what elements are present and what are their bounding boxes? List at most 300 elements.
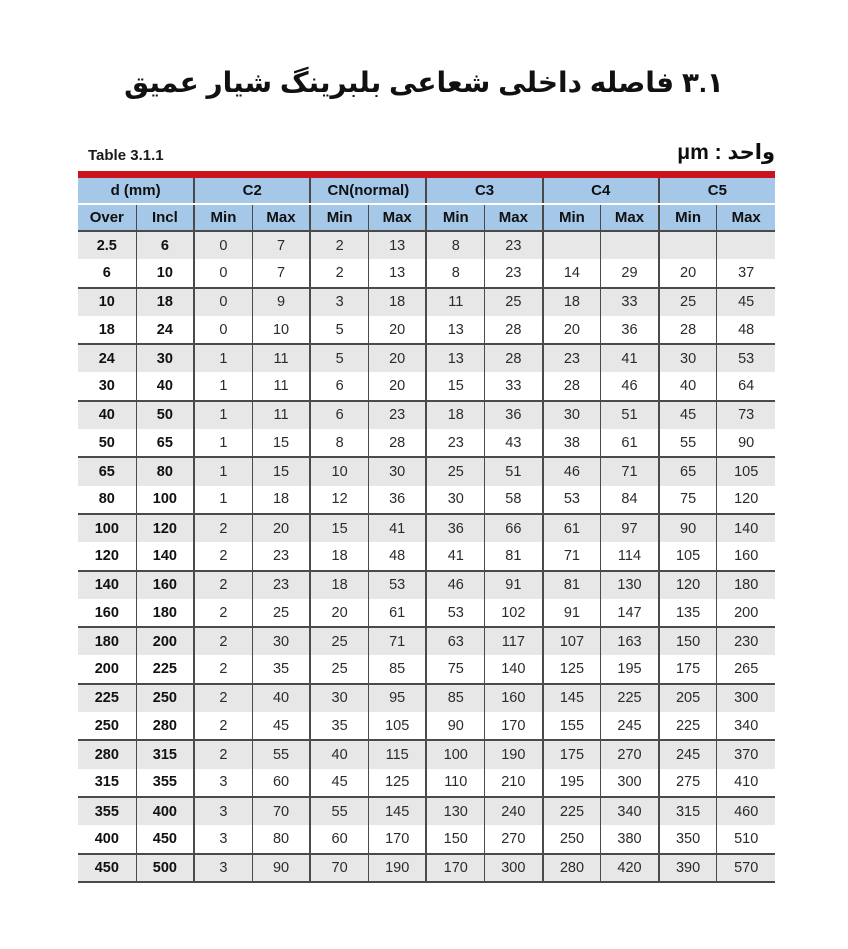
table-cell: 270 (601, 740, 659, 768)
table-cell: 30 (368, 457, 426, 485)
table-cell: 13 (426, 344, 484, 372)
table-cell: 250 (136, 684, 194, 712)
table-cell: 43 (485, 429, 543, 457)
table-cell: 51 (485, 457, 543, 485)
table-cell: 41 (426, 542, 484, 570)
table-cell: 200 (136, 627, 194, 655)
table-cell: 140 (94, 577, 119, 594)
table-cell: 145 (543, 684, 601, 712)
table-cell: 30 (543, 401, 601, 429)
table-cell: 230 (717, 627, 775, 655)
table-cell: 105 (659, 542, 717, 570)
table-cell: 20 (368, 316, 426, 344)
table-cell: 340 (601, 797, 659, 825)
group-header: C3 (426, 178, 542, 204)
table-cell (659, 231, 717, 259)
table-cell: 65 (659, 457, 717, 485)
table-cell: 190 (368, 854, 426, 882)
table-cell: 350 (659, 825, 717, 853)
table-cell: 64 (717, 372, 775, 400)
table-cell: 30 (136, 344, 194, 372)
subheader-cell: Max (601, 204, 659, 231)
table-cell: 100 (94, 520, 119, 537)
table-cell: 10 (98, 294, 115, 311)
table-cell: 170 (368, 825, 426, 853)
table-row (78, 514, 775, 542)
table-cell: 15 (310, 514, 368, 542)
table-row (78, 344, 775, 372)
table-row (78, 486, 775, 514)
table-cell: 265 (717, 655, 775, 683)
table-cell: 25 (426, 457, 484, 485)
table-cell: 97 (601, 514, 659, 542)
table-row (78, 571, 775, 599)
table-cell: 6 (136, 231, 194, 259)
table-cell: 40 (252, 684, 310, 712)
table-cell: 23 (368, 401, 426, 429)
table-cell: 75 (426, 655, 484, 683)
table-cell: 15 (252, 457, 310, 485)
table-cell: 150 (659, 627, 717, 655)
table-cell: 145 (368, 797, 426, 825)
table-cell: 18 (310, 571, 368, 599)
table-cell: 280 (543, 854, 601, 882)
table-cell: 175 (543, 740, 601, 768)
table-cell: 270 (485, 825, 543, 853)
table-cell: 315 (78, 769, 136, 797)
subheader-cell: Min (543, 204, 601, 231)
table-cell: 36 (368, 486, 426, 514)
table-cell: 28 (659, 316, 717, 344)
table-row (78, 627, 775, 655)
table-cell: 1 (194, 486, 252, 514)
table-cell: 2 (194, 627, 252, 655)
table-cell: 180 (94, 633, 119, 650)
accent-bar (78, 171, 775, 178)
table-row (78, 655, 775, 683)
table-cell: 11 (426, 288, 484, 316)
table-cell: 170 (426, 854, 484, 882)
table-cell: 61 (543, 514, 601, 542)
table-cell: 80 (136, 457, 194, 485)
table-row (78, 599, 775, 627)
table-row (78, 854, 775, 882)
table-cell: 50 (78, 429, 136, 457)
table-cell: 102 (485, 599, 543, 627)
table-cell: 450 (136, 825, 194, 853)
table-cell: 2 (194, 542, 252, 570)
table-cell: 29 (601, 259, 659, 287)
table-cell: 9 (252, 288, 310, 316)
table-cell: 120 (136, 514, 194, 542)
table-cell: 28 (485, 316, 543, 344)
table-cell: 11 (252, 372, 310, 400)
table-row (78, 429, 775, 457)
table-cell: 90 (426, 712, 484, 740)
subheader-cell: Incl (136, 204, 194, 231)
table-cell: 41 (601, 344, 659, 372)
table-cell: 45 (659, 401, 717, 429)
table-cell: 8 (310, 429, 368, 457)
table-cell: 2 (194, 514, 252, 542)
table-cell: 7 (252, 259, 310, 287)
table-cell: 53 (717, 344, 775, 372)
table-cell: 30 (659, 344, 717, 372)
table-cell: 71 (368, 627, 426, 655)
table-cell: 90 (659, 514, 717, 542)
table-cell: 120 (659, 571, 717, 599)
table-cell: 30 (310, 684, 368, 712)
table-cell: 225 (659, 712, 717, 740)
table-cell: 13 (368, 231, 426, 259)
table-cell: 160 (485, 684, 543, 712)
table-row (78, 316, 775, 344)
table-cell: 75 (659, 486, 717, 514)
table-cell: 95 (368, 684, 426, 712)
table-cell: 18 (78, 316, 136, 344)
table-cell: 40 (659, 372, 717, 400)
table-cell: 110 (426, 769, 484, 797)
table-cell: 23 (426, 429, 484, 457)
table-header (78, 178, 775, 231)
table-row (78, 542, 775, 570)
table-cell: 460 (717, 797, 775, 825)
table-cell: 2 (194, 599, 252, 627)
table-cell: 250 (543, 825, 601, 853)
table-cell: 10 (252, 316, 310, 344)
table-row (78, 259, 775, 287)
table-cell: 28 (485, 344, 543, 372)
table-cell: 120 (78, 542, 136, 570)
table-cell: 3 (194, 769, 252, 797)
table-cell: 71 (601, 457, 659, 485)
table-cell: 140 (485, 655, 543, 683)
table-cell: 107 (543, 627, 601, 655)
table-cell: 70 (310, 854, 368, 882)
table-cell: 80 (78, 486, 136, 514)
table-cell: 1 (194, 457, 252, 485)
table-cell: 0 (194, 231, 252, 259)
table-cell: 195 (543, 769, 601, 797)
table-cell: 61 (601, 429, 659, 457)
subheader-cell: Min (310, 204, 368, 231)
table-cell: 3 (194, 825, 252, 853)
table-cell: 65 (136, 429, 194, 457)
table-cell: 410 (717, 769, 775, 797)
table-cell: 2.5 (96, 237, 117, 254)
subheader-cell: Max (717, 204, 775, 231)
table-cell: 1 (194, 344, 252, 372)
table-cell: 225 (94, 690, 119, 707)
table-cell: 81 (543, 571, 601, 599)
table-cell: 1 (194, 429, 252, 457)
table-cell: 85 (368, 655, 426, 683)
table-cell: 130 (426, 797, 484, 825)
table-cell: 3 (310, 288, 368, 316)
table-cell: 60 (252, 769, 310, 797)
table-cell: 55 (310, 797, 368, 825)
table-cell: 245 (601, 712, 659, 740)
table-cell: 195 (601, 655, 659, 683)
table-cell: 91 (543, 599, 601, 627)
table-cell: 25 (252, 599, 310, 627)
table-cell: 61 (368, 599, 426, 627)
table-cell: 30 (252, 627, 310, 655)
table-cell: 73 (717, 401, 775, 429)
table-cell: 0 (194, 316, 252, 344)
table-cell: 510 (717, 825, 775, 853)
table-section (78, 140, 775, 883)
table-cell: 50 (136, 401, 194, 429)
table-cell: 200 (78, 655, 136, 683)
table-cell: 380 (601, 825, 659, 853)
table-cell: 46 (601, 372, 659, 400)
group-header: C4 (543, 178, 659, 204)
table-cell: 14 (543, 259, 601, 287)
table-cell: 1 (194, 372, 252, 400)
group-header: C5 (659, 178, 775, 204)
table-cell: 40 (136, 372, 194, 400)
table-cell: 80 (252, 825, 310, 853)
subheader-cell: Min (194, 204, 252, 231)
table-cell: 25 (310, 627, 368, 655)
table-cell: 85 (426, 684, 484, 712)
table-row (78, 288, 775, 316)
table-cell: 100 (136, 486, 194, 514)
table-cell: 250 (78, 712, 136, 740)
table-cell: 65 (98, 464, 115, 481)
table-cell: 20 (543, 316, 601, 344)
table-cell: 105 (368, 712, 426, 740)
table-row (78, 231, 775, 259)
table-cell: 18 (136, 288, 194, 316)
table-cell: 225 (136, 655, 194, 683)
table-cell: 5 (310, 316, 368, 344)
table-cell: 24 (136, 316, 194, 344)
table-cell: 46 (543, 457, 601, 485)
table-cell: 58 (485, 486, 543, 514)
unit-label: واحد : μm (677, 141, 775, 164)
table-cell: 225 (601, 684, 659, 712)
table-cell: 125 (368, 769, 426, 797)
table-cell: 45 (310, 769, 368, 797)
table-cell: 40 (310, 740, 368, 768)
table-cell: 23 (252, 571, 310, 599)
table-cell: 0 (194, 288, 252, 316)
table-cell: 41 (368, 514, 426, 542)
table-cell: 315 (659, 797, 717, 825)
table-cell: 45 (252, 712, 310, 740)
table-cell (717, 231, 775, 259)
table-cell: 130 (601, 571, 659, 599)
table-cell (543, 231, 601, 259)
table-cell: 15 (426, 372, 484, 400)
table-cell: 10 (310, 457, 368, 485)
table-cell: 6 (310, 372, 368, 400)
table-cell: 175 (659, 655, 717, 683)
table-cell: 6 (78, 259, 136, 287)
table-cell: 24 (98, 350, 115, 367)
table-cell: 280 (94, 746, 119, 763)
group-header: C2 (194, 178, 310, 204)
table-cell: 400 (78, 825, 136, 853)
table-cell: 300 (485, 854, 543, 882)
table-cell: 81 (485, 542, 543, 570)
table-cell: 180 (136, 599, 194, 627)
table-cell: 140 (136, 542, 194, 570)
table-cell: 2 (310, 231, 368, 259)
table-cell: 20 (659, 259, 717, 287)
table-row (78, 372, 775, 400)
table-cell: 7 (252, 231, 310, 259)
table-cell: 23 (543, 344, 601, 372)
table-cell: 71 (543, 542, 601, 570)
subheader-cell: Min (426, 204, 484, 231)
subheader-cell: Max (368, 204, 426, 231)
table-cell: 20 (252, 514, 310, 542)
table-row (78, 797, 775, 825)
column-subheader-row (78, 204, 775, 231)
table-cell: 91 (485, 571, 543, 599)
table-cell: 275 (659, 769, 717, 797)
table-row (78, 712, 775, 740)
table-cell: 117 (485, 627, 543, 655)
table-cell: 100 (426, 740, 484, 768)
table-cell: 245 (659, 740, 717, 768)
table-row (78, 825, 775, 853)
table-cell: 0 (194, 259, 252, 287)
table-cell: 84 (601, 486, 659, 514)
table-cell: 13 (368, 259, 426, 287)
table-cell: 125 (543, 655, 601, 683)
table-cell: 2 (194, 655, 252, 683)
table-cell: 135 (659, 599, 717, 627)
table-caption: Table 3.1.1 (88, 147, 164, 164)
clearance-table (78, 178, 775, 883)
table-meta-row (78, 140, 775, 165)
table-cell: 2 (194, 740, 252, 768)
table-cell: 2 (194, 684, 252, 712)
table-cell: 38 (543, 429, 601, 457)
table-cell: 500 (136, 854, 194, 882)
table-cell: 3 (194, 797, 252, 825)
table-row (78, 401, 775, 429)
table-row (78, 684, 775, 712)
table-cell: 37 (717, 259, 775, 287)
table-cell: 53 (426, 599, 484, 627)
table-cell: 155 (543, 712, 601, 740)
table-cell: 18 (543, 288, 601, 316)
table-cell: 114 (601, 542, 659, 570)
table-cell: 200 (717, 599, 775, 627)
table-cell: 205 (659, 684, 717, 712)
table-cell: 120 (717, 486, 775, 514)
table-cell: 280 (136, 712, 194, 740)
table-cell: 11 (252, 401, 310, 429)
table-cell: 63 (426, 627, 484, 655)
table-cell: 8 (426, 231, 484, 259)
table-cell: 18 (252, 486, 310, 514)
table-cell: 66 (485, 514, 543, 542)
table-cell: 105 (717, 457, 775, 485)
table-cell: 36 (485, 401, 543, 429)
table-cell: 355 (94, 803, 119, 820)
table-cell: 36 (426, 514, 484, 542)
table-cell: 160 (717, 542, 775, 570)
table-cell: 36 (601, 316, 659, 344)
table-cell: 25 (485, 288, 543, 316)
table-cell: 60 (310, 825, 368, 853)
table-cell: 12 (310, 486, 368, 514)
table-cell: 6 (310, 401, 368, 429)
table-cell: 210 (485, 769, 543, 797)
table-cell: 20 (310, 599, 368, 627)
table-cell: 355 (136, 769, 194, 797)
table-cell: 30 (426, 486, 484, 514)
table-cell: 170 (485, 712, 543, 740)
table-cell: 2 (310, 259, 368, 287)
table-cell: 390 (659, 854, 717, 882)
table-cell: 8 (426, 259, 484, 287)
table-cell: 1 (194, 401, 252, 429)
table-cell: 160 (136, 571, 194, 599)
table-cell: 53 (368, 571, 426, 599)
table-cell: 163 (601, 627, 659, 655)
table-cell: 18 (426, 401, 484, 429)
table-cell: 35 (310, 712, 368, 740)
table-cell: 53 (543, 486, 601, 514)
table-cell: 300 (601, 769, 659, 797)
table-cell: 2 (194, 571, 252, 599)
table-cell: 147 (601, 599, 659, 627)
table-cell: 2 (194, 712, 252, 740)
table-cell: 11 (252, 344, 310, 372)
table-cell: 13 (426, 316, 484, 344)
table-cell: 225 (543, 797, 601, 825)
table-cell: 35 (252, 655, 310, 683)
table-cell: 23 (252, 542, 310, 570)
column-group-row (78, 178, 775, 204)
table-cell: 340 (717, 712, 775, 740)
table-cell: 30 (78, 372, 136, 400)
subheader-cell: Over (78, 204, 136, 231)
table-cell (601, 231, 659, 259)
table-cell: 20 (368, 372, 426, 400)
table-cell: 28 (368, 429, 426, 457)
table-row (78, 769, 775, 797)
table-cell: 18 (310, 542, 368, 570)
table-cell: 23 (485, 259, 543, 287)
table-cell: 90 (252, 854, 310, 882)
table-row (78, 457, 775, 485)
table-cell: 400 (136, 797, 194, 825)
subheader-cell: Max (485, 204, 543, 231)
subheader-cell: Min (659, 204, 717, 231)
table-cell: 240 (485, 797, 543, 825)
table-cell: 33 (485, 372, 543, 400)
subheader-cell: Max (252, 204, 310, 231)
table-cell: 55 (659, 429, 717, 457)
table-cell: 315 (136, 740, 194, 768)
page-title: ۳.۱ فاصله داخلی شعاعی بلبرینگ شیار عمیق (124, 67, 724, 98)
table-cell: 18 (368, 288, 426, 316)
table-cell: 48 (717, 316, 775, 344)
table-cell: 25 (310, 655, 368, 683)
table-cell: 23 (485, 231, 543, 259)
table-cell: 33 (601, 288, 659, 316)
table-cell: 15 (252, 429, 310, 457)
table-cell: 40 (98, 407, 115, 424)
